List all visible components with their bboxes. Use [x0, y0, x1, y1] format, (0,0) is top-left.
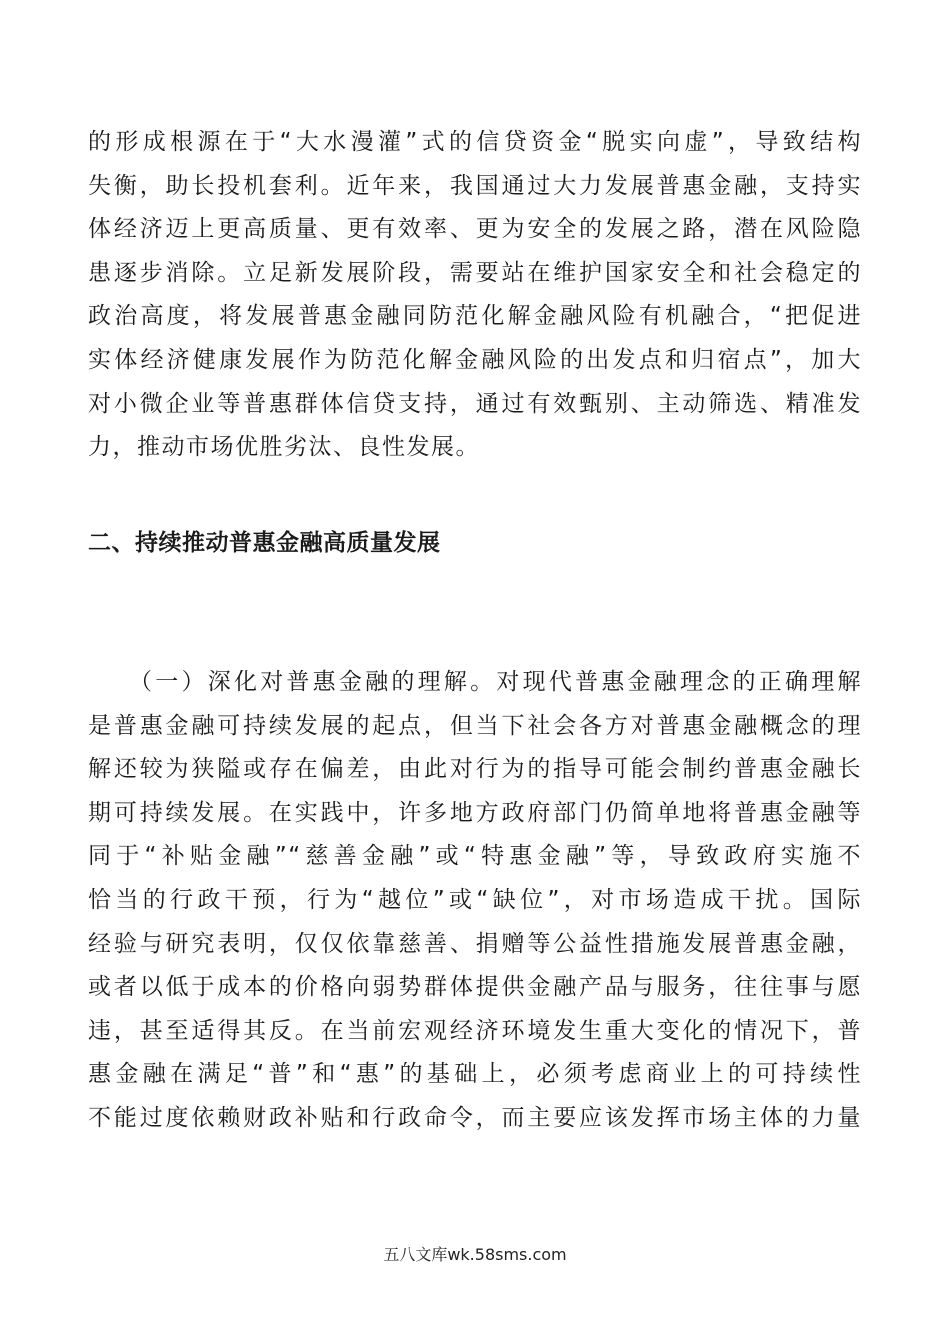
- text-line: 对小微企业等普惠群体信贷支持，通过有效甄别、主动筛选、精准发: [88, 390, 862, 417]
- text-line: 患逐步消除。立足新发展阶段，需要站在维护国家安全和社会稳定的: [88, 259, 862, 286]
- text-line: 或者以低于成本的价格向弱势群体提供金融产品与服务，往往事与愿: [88, 974, 862, 1001]
- text-line: 不能过度依赖财政补贴和行政命令，而主要应该发挥市场主体的力量: [88, 1104, 862, 1131]
- paragraph-1: [88, 121, 862, 470]
- text-line: 力，推动市场优胜劣汰、良性发展。: [88, 434, 480, 461]
- text-line: 实体经济健康发展作为防范化解金融风险的出发点和归宿点”，加大: [88, 346, 862, 373]
- text-line: 惠金融在满足“普”和“惠”的基础上，必须考虑商业上的可持续性: [88, 1061, 862, 1088]
- text-line: 失衡，助长投机套利。近年来，我国通过大力发展普惠金融，支持实: [88, 172, 862, 199]
- text-line: （一）深化对普惠金融的理解。对现代普惠金融理念的正确理解: [88, 669, 862, 695]
- text-line: 体经济迈上更高质量、更有效率、更为安全的发展之路，潜在风险隐: [88, 216, 862, 243]
- text-line: 解还较为狭隘或存在偏差，由此对行为的指导可能会制约普惠金融长: [88, 756, 862, 783]
- text-line: 恰当的行政干预，行为“越位”或“缺位”，对市场造成干扰。国际: [88, 886, 862, 913]
- text-line: 的形成根源在于“大水漫灌”式的信贷资金“脱实向虚”，导致结构: [88, 129, 862, 155]
- section-heading: 二、持续推动普惠金融高质量发展: [88, 530, 441, 556]
- text-line: 同于“补贴金融”“慈善金融”或“特惠金融”等，导致政府实施不: [88, 843, 862, 870]
- text-line: 经验与研究表明，仅仅依靠慈善、捐赠等公益性措施发展普惠金融，: [88, 930, 862, 957]
- text-line: 是普惠金融可持续发展的起点，但当下社会各方对普惠金融概念的理: [88, 712, 862, 739]
- text-line: 政治高度，将发展普惠金融同防范化解金融风险有机融合，“把促进: [88, 303, 862, 330]
- text-line: 违，甚至适得其反。在当前宏观经济环境发生重大变化的情况下，普: [88, 1017, 862, 1044]
- text-line: 期可持续发展。在实践中，许多地方政府部门仍简单地将普惠金融等: [88, 799, 862, 826]
- paragraph-2: [88, 661, 862, 1141]
- footer-watermark: 五八文库wk.58sms.com: [383, 1245, 567, 1264]
